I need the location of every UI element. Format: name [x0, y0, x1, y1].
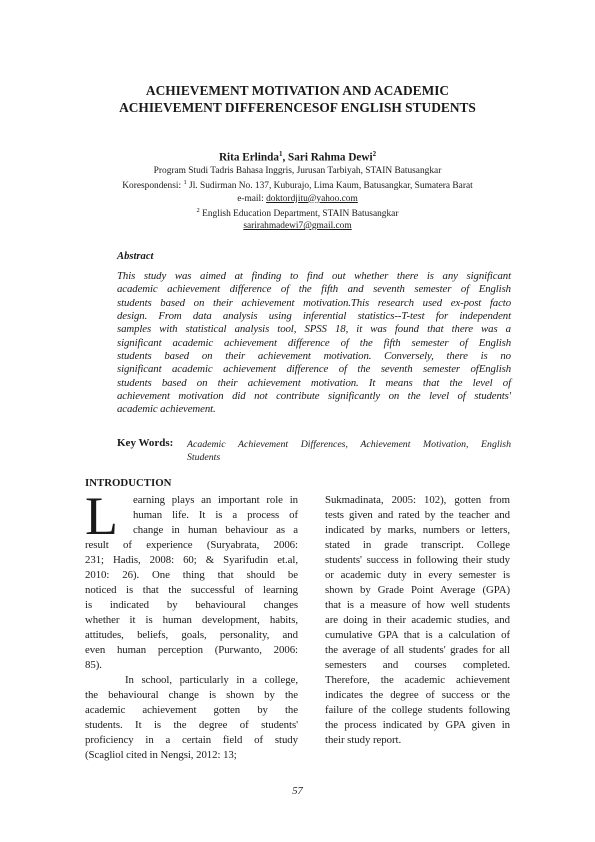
body-text-line: noticed is that the successful of learning	[85, 584, 298, 596]
correspondence-label: Korespondensi:	[122, 181, 184, 192]
affiliation-department: English Education Department, STAIN Batusangkar	[199, 208, 399, 219]
page-number: 57	[292, 786, 303, 797]
body-text-line: that is a measure of how well students	[325, 599, 510, 611]
body-text-line: the behavioural change is shown by the	[85, 689, 298, 701]
body-text-line: 2010: 26). One thing that should be	[85, 569, 298, 581]
abstract-line: significant academic achievement difference of the fifth semester of English	[117, 336, 511, 349]
body-text-line: whether it is human development, habits,	[85, 614, 298, 626]
body-text-line: human life. It is a process of	[133, 509, 298, 521]
abstract-line: students based on their achievement motivation.This research used ex-post facto	[117, 296, 511, 309]
section-heading-introduction: INTRODUCTION	[85, 477, 172, 489]
body-text-line: stated in grade transcript. College	[325, 539, 510, 551]
affiliation-line-2	[60, 177, 535, 192]
author-list	[60, 147, 535, 165]
body-text-line: 85).	[85, 659, 102, 671]
email-link-2[interactable]: sarirahmadewi7@gmail.com	[243, 221, 352, 232]
author-1: Rita Erlinda	[218, 151, 279, 164]
body-text-line: the average of all students' grades for all	[325, 644, 510, 656]
abstract-line: academic achievement.	[117, 403, 216, 416]
abstract-line: significant academic achievement difference of the seventh semester ofEnglish	[117, 363, 511, 376]
body-text-line: are doing in their academic studies, and	[325, 614, 510, 626]
body-text-line: academic achievement gotten by the	[85, 704, 298, 716]
abstract-line: academic achievement difference of the fifth and seventh semester of English	[117, 283, 511, 296]
body-text-line: tests given and rated by the teacher and	[325, 509, 510, 521]
abstract-body	[117, 270, 511, 417]
body-text-line: (Scagliol cited in Nengsi, 2012: 13;	[85, 749, 237, 761]
abstract-line: samples with statistical analysis tool, SPSS 18, it was found that there was a	[117, 323, 511, 336]
author-2: Sari Rahma Dewi	[288, 151, 373, 164]
body-text-line: shown by Grade Point Average (GPA)	[325, 584, 510, 596]
affiliation-email-line	[60, 193, 535, 205]
affiliation-email-line-2	[60, 220, 535, 232]
body-text-line: even human perception (Purwanto, 2006:	[85, 644, 298, 656]
body-text-line: their study report.	[325, 734, 402, 746]
abstract-heading: Abstract	[117, 251, 154, 262]
affiliation-address: Jl. Sudirman No. 137, Kuburajo, Lima Kaum, Batusangkar, Sumatera Barat	[186, 181, 473, 192]
body-text-line: indicated by marks, numbers or letters,	[325, 524, 510, 536]
abstract-line: students based on their achievement motivation. It means that the level of	[117, 376, 511, 389]
email-label: e-mail:	[237, 193, 267, 204]
abstract-line: achievement motivation did not contribute significantly on the level of students'	[117, 390, 511, 403]
body-text-line: Sukmadinata, 2005: 102), gotten from	[325, 494, 510, 506]
body-text-line: 231; Hadis, 2008: 60; & Syarifudin et.al,	[85, 554, 298, 566]
keywords-label: Key Words:	[117, 437, 174, 449]
keywords-line-1: Academic Achievement Differences, Achievement Motivation, English	[187, 439, 511, 450]
title-line-2: ACHIEVEMENT DIFFERENCESOF ENGLISH STUDENTS	[119, 100, 476, 115]
title-line-1: ACHIEVEMENT MOTIVATION AND ACADEMIC	[145, 83, 450, 98]
author-2-sup: 2	[372, 150, 377, 158]
affiliation-block	[60, 165, 535, 232]
body-text-line: Therefore, the academic achievement	[325, 674, 510, 686]
keywords-value	[187, 438, 511, 464]
body-text-line: or academic duty in every semester is	[325, 569, 510, 581]
email-link-1[interactable]: doktordjitu@yahoo.com	[266, 193, 358, 204]
body-text-line: students. It is the degree of students'	[85, 719, 298, 731]
intro-column-left	[85, 493, 298, 763]
abstract-line: students based on their achievement motivation. Conversely, there is no	[117, 350, 511, 363]
abstract-line: This study was aimed at finding to find out whether there is any significant	[117, 270, 511, 282]
body-text-line: indicates the degree of success or the	[325, 689, 510, 701]
body-text-line: result of experience (Suryabrata, 2006:	[85, 539, 298, 551]
body-text-line: semesters and courses completed.	[325, 659, 510, 671]
affiliation-line-4	[60, 205, 535, 220]
body-text-line: cumulative GPA that is a calculation of	[325, 629, 510, 641]
affiliation-sup-1: 1	[183, 179, 187, 187]
affiliation-line-1: Program Studi Tadris Bahasa Inggris, Jurusan Tarbiyah, STAIN Batusangkar	[153, 166, 442, 176]
intro-column-right	[325, 493, 510, 748]
abstract-line: design. From data analysis using inferential statistics--T-test for independent	[117, 310, 511, 323]
body-text-line: change in human behaviour as a	[133, 524, 298, 536]
body-text-line: proficiency in a certain field of study	[85, 734, 298, 746]
paper-title	[60, 82, 535, 116]
drop-cap: L	[85, 486, 118, 546]
keywords-line-2: Students	[187, 452, 221, 463]
body-text-line: failure of the college students following	[325, 704, 510, 716]
body-text-line: attitudes, beliefs, goals, personality, and	[85, 629, 298, 641]
author-separator: ,	[282, 151, 289, 164]
body-text-line: earning plays an important role in	[133, 494, 298, 506]
body-text-line: the process indicated by GPA given in	[325, 719, 510, 731]
body-text-line: students' success in following their study	[325, 554, 510, 566]
affiliation-sup-2: 2	[196, 206, 200, 214]
author-1-sup: 1	[278, 150, 283, 158]
body-text-line: In school, particularly in a college,	[125, 674, 298, 686]
body-text-line: is indicated by behavioural changes	[85, 599, 298, 611]
